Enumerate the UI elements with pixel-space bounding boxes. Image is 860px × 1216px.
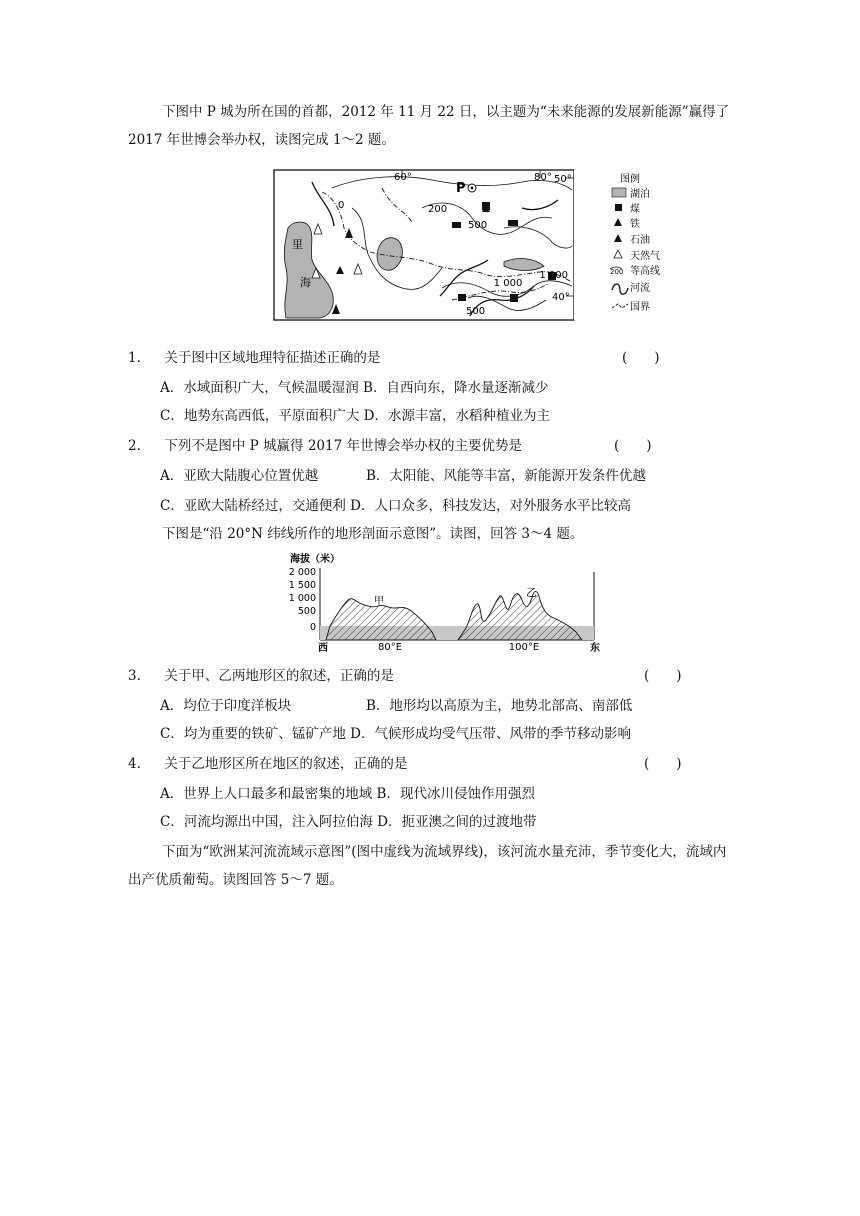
profile-ytick-1500: 1 500 xyxy=(288,580,316,591)
intro-paragraph-2: 下图是“沿 20°N 纬线所作的地形剖面示意图”。读图，回答 3～4 题。 xyxy=(162,526,584,542)
intro-paragraph-1: 下图中 P 城为所在国的首都，2012 年 11 月 22 日，以主题为“未来能源的发展新能源”赢得了 2017 年世博会举办权，读图完成 1～2 题。 xyxy=(128,104,730,148)
svg-text:铁: 铁 xyxy=(630,219,640,230)
profile-label-jia: 甲 xyxy=(374,596,384,607)
coal-icon xyxy=(458,294,466,301)
map-contour-0: 0 xyxy=(338,200,345,211)
map-lon-60: 60° xyxy=(394,172,412,183)
question-4: 4． 关于乙地形区所在地区的叙述，正确的是 xyxy=(128,756,408,772)
map-lat-50: 50° xyxy=(554,174,572,185)
coal-square-icon xyxy=(615,204,622,211)
q2-option-b: B．太阳能、风能等丰富，新能源开发条件优越 xyxy=(366,468,646,484)
svg-text:天然气: 天然气 xyxy=(630,251,660,262)
profile-ytick-1000: 1 000 xyxy=(288,593,316,604)
profile-lon-100: 100°E xyxy=(508,642,540,652)
question-1: 1． 关于图中区域地理特征描述正确的是 xyxy=(128,350,381,366)
profile-ytick-0: 0 xyxy=(309,622,316,633)
map-city-p: P xyxy=(456,181,466,196)
q3-option-b: B．地形均以高原为主，地势北部高、南部低 xyxy=(366,698,633,714)
profile-label-yi: 乙 xyxy=(526,586,537,599)
answer-blank-1: ( ) xyxy=(622,350,660,366)
profile-terrain-yi xyxy=(458,591,582,640)
svg-text:200: 200 xyxy=(610,268,624,276)
profile-lon-80: 80°E xyxy=(377,642,403,652)
q1-options-line-2: C．地势东高西低，平原面积广大 D．水源丰富，水稻种植业为主 xyxy=(160,408,550,424)
svg-text:河流: 河流 xyxy=(630,283,650,294)
answer-blank-4: ( ) xyxy=(644,756,682,772)
map-caspian-li: 里 xyxy=(292,238,303,251)
coal-icon xyxy=(510,294,518,302)
intro-paragraph-3: 下面为“欧洲某河流流域示意图”(图中虚线为流域界线)，该河流水量充沛，季节变化大，流域内出产优质葡萄。读图回答 5～7 题。 xyxy=(128,844,727,888)
svg-text:国界: 国界 xyxy=(630,302,650,313)
q2-option-a: A．亚欧大陆腹心位置优越 xyxy=(160,468,319,484)
q3-options-line-2: C．均为重要的铁矿、锰矿产地 D．气候形成均受气压带、风带的季节移动影响 xyxy=(160,726,631,742)
map-contour-500a: 500 xyxy=(468,220,488,231)
svg-text:湖泊: 湖泊 xyxy=(630,189,650,200)
answer-blank-3: ( ) xyxy=(644,668,682,684)
q1-options-line-1: A．水域面积广大，气候温暖湿润 B．自西向东，降水量逐渐减少 xyxy=(160,380,549,396)
map-contour-500b: 500 xyxy=(466,306,486,317)
map-lon-80: 80° xyxy=(534,172,552,183)
q4-options-line-1: A．世界上人口最多和最密集的地域 B．现代冰川侵蚀作用强烈 xyxy=(160,786,535,802)
coal-icon xyxy=(508,220,518,226)
coal-icon xyxy=(452,222,461,228)
svg-text:等高线: 等高线 xyxy=(630,266,660,277)
question-3: 3． 关于甲、乙两地形区的叙述，正确的是 xyxy=(128,668,394,684)
profile-ytick-2000: 2 000 xyxy=(288,567,316,578)
answer-blank-2: ( ) xyxy=(614,438,652,454)
map-caspian-hai: 海 xyxy=(300,276,311,289)
central-asia-map xyxy=(272,168,672,324)
profile-ylabel: 海拔（米） xyxy=(290,554,340,565)
question-2: 2． 下列不是图中 P 城赢得 2017 年世博会举办权的主要优势是 xyxy=(128,438,522,454)
q3-option-a: A．均位于印度洋板块 xyxy=(160,698,292,714)
q4-options-line-2: C．河流均源出中国，注入阿拉伯海 D．扼亚澳之间的过渡地带 xyxy=(160,814,537,830)
profile-east: 东 xyxy=(590,643,600,652)
profile-west: 西 xyxy=(318,643,328,652)
map-contour-1000a: 1 000 xyxy=(539,270,568,281)
map-contour-1000b: 1 000 xyxy=(493,278,523,289)
lake-swatch-icon xyxy=(612,188,626,197)
q2-options-line-2: C．亚欧大陆桥经过，交通便利 D．人口众多，科技发达，对外服务水平比较高 xyxy=(160,498,631,514)
svg-text:煤: 煤 xyxy=(630,204,640,215)
map-contour-200: 200 xyxy=(428,204,448,215)
terrain-profile-figure xyxy=(286,550,626,652)
legend-title: 图例 xyxy=(620,174,640,185)
map-lat-40: 40° xyxy=(552,292,570,303)
svg-text:石油: 石油 xyxy=(630,235,650,246)
profile-ytick-500: 500 xyxy=(297,606,316,617)
